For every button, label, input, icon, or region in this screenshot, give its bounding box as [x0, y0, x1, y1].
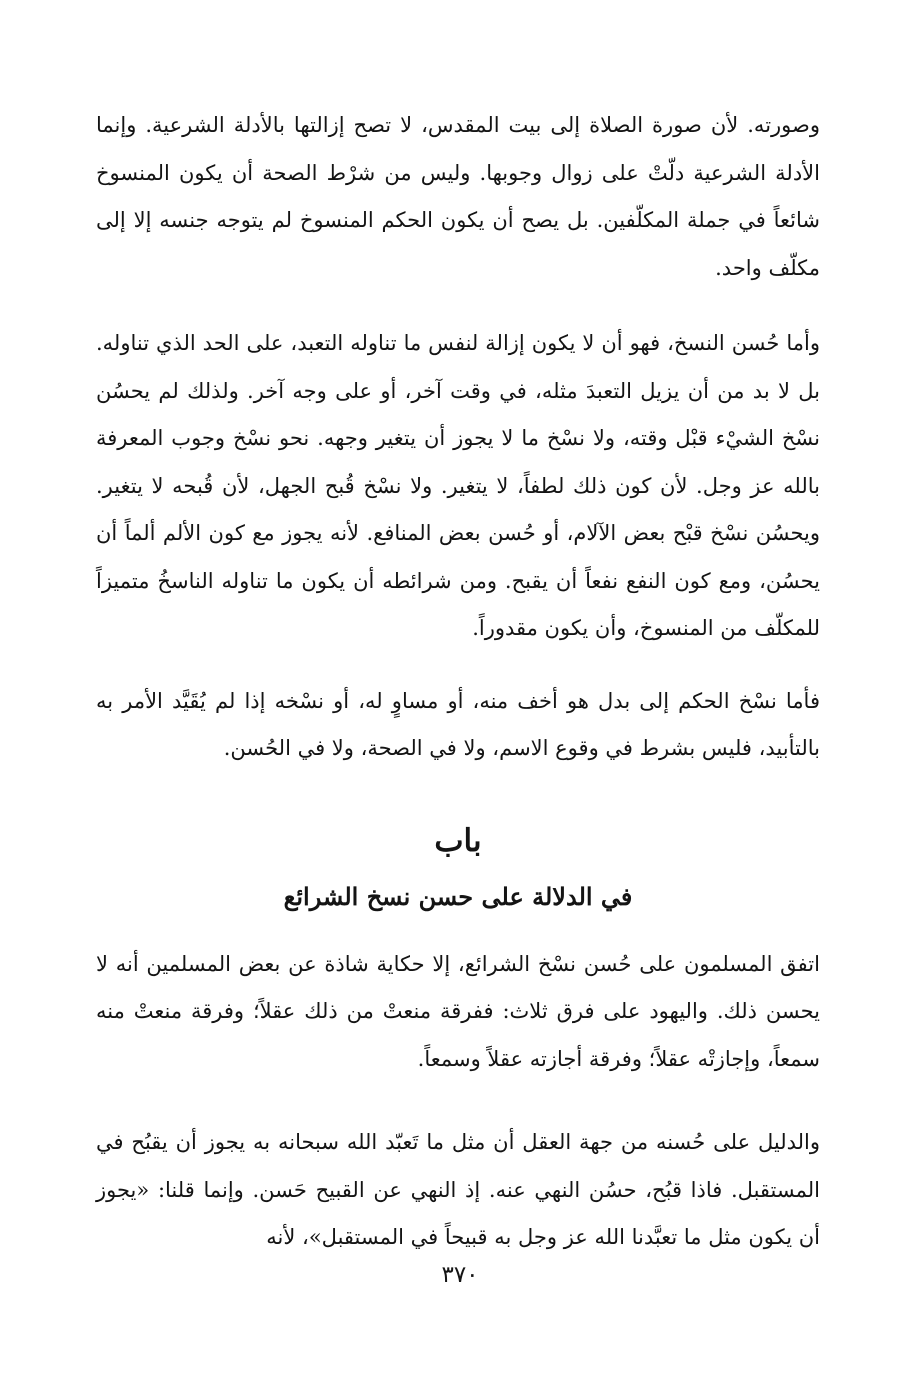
paragraph-1: وصورته. لأن صورة الصلاة إلى بيت المقدس، لا تصح إزالتها بالأدلة الشرعية. وإنما الأدلة الشرعية دلّتْ على زوال وجوبها. وليس من شرْط الصحة أن يكون المنسوخ شائعاً في جملة المكلّفين. بل يصح أن يكون الحكم المنسوخ لم يتوجه جنسه إلا إلى مكلّف واحد. [96, 113, 820, 280]
paragraph-3: فأما نسْخ الحكم إلى بدل هو أخف منه، أو مساوٍ له، أو نسْخه إذا لم يُقَيَّد الأمر به بالتأبيد، فليس بشرط في وقوع الاسم، ولا في الصحة، ولا في الحُسن. [96, 688, 820, 760]
paragraph-5: والدليل على حُسنه من جهة العقل أن مثل ما تَعبّد الله سبحانه به يجوز أن يقبُح في المستقبل. فاذا قبُح، حسُن النهي عنه. إذ النهي عن القبيح حَسن. وإنما قلنا: «يجوز أن يكون مثل ما تعبَّدنا الله عز وجل به قبيحاً في المستقبل»، لأنه [96, 1130, 820, 1249]
paragraph-2: وأما حُسن النسخ، فهو أن لا يكون إزالة لنفس ما تناوله التعبد، على الحد الذي تناوله. بل لا بد من أن يزيل التعبدَ مثله، في وقت آخر، أو على وجه آخر. ولذلك لم يحسُن نسْخ الشيْء قبْل وقته، ولا نسْخ ما لا يجوز أن يتغير وجهه. نحو نسْخ وجوب المعرفة بالله عز وجل. لأن كون ذلك لطفاً، لا يتغير. ولا نسْخ قُبح الجهل، لأن قُبحه لا يتغير. ويحسُن نسْخ قبْح بعض الآلام، أو حُسن بعض المنافع. لأنه يجوز مع كون الألم ألماً أن يحسُن، ومع كون النفع نفعاً أن يقبح. ومن شرائطه أن يكون ما تناوله الناسخُ متميزاً للمكلّف من المنسوخ، وأن يكون مقدوراً. [96, 331, 820, 640]
page-body [96, 102, 820, 1262]
page-number: ٣٧٠ [441, 1262, 479, 1288]
chapter-heading: باب [434, 822, 482, 859]
section-title: في الدلالة على حسن نسخ الشرائع [283, 881, 633, 911]
paragraph-4: اتفق المسلمون على حُسن نسْخ الشرائع، إلا حكاية شاذة عن بعض المسلمين أنه لا يحسن ذلك. واليهود على فرق ثلاث: ففرقة منعتْ من ذلك عقلاً؛ وفرقة منعتْ منه سمعاً، وإجازتْه عقلاً؛ وفرقة أجازته عقلاً وسمعاً. [96, 951, 820, 1071]
